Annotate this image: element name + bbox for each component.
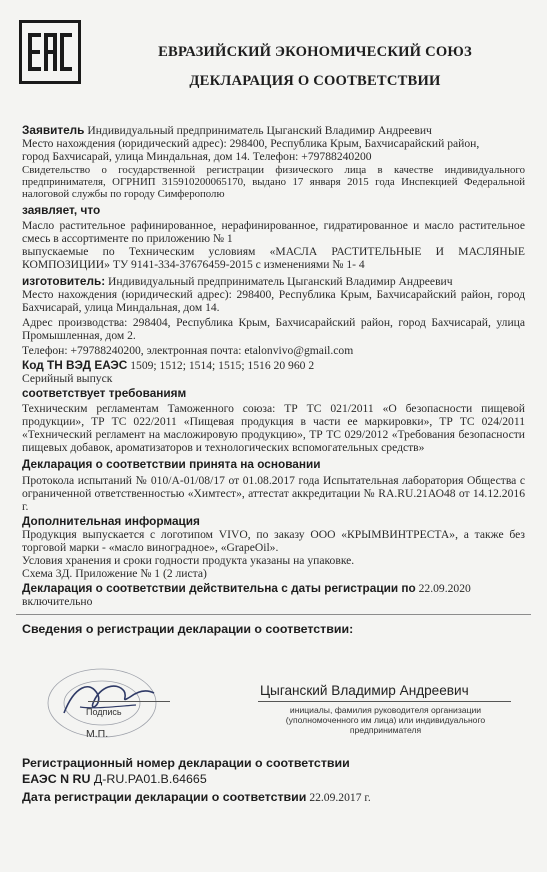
validity-date: 22.09.2020 — [418, 581, 471, 595]
signature-block — [22, 637, 525, 757]
eac-logo — [19, 20, 81, 84]
registration-number: Д-RU.PA01.B.64665 — [93, 771, 207, 786]
registration-number-prefix: ЕАЭС N RU — [22, 771, 91, 786]
manufacturer-name: Индивидуальный предприниматель Цыганский Владимир Андреевич — [108, 274, 453, 288]
declares-label: заявляет, что — [22, 202, 101, 217]
signer-name-line — [258, 701, 511, 702]
registration-date-label: Дата регистрации декларации о соответствии — [22, 789, 307, 804]
eac-mark-icon — [22, 23, 78, 81]
code-value: 1509; 1512; 1514; 1515; 1516 20 960 2 — [130, 359, 315, 373]
applicant-name: Индивидуальный предприниматель Цыганский Владимир Андреевич — [87, 124, 432, 137]
additional-label: Дополнительная информация — [22, 513, 200, 528]
registration-date: 22.09.2017 г. — [309, 790, 371, 804]
section-divider — [16, 614, 531, 615]
registration-number-label: Регистрационный номер декларации о соответствии — [22, 755, 350, 770]
product-description: Масло растительное рафинированное, нерафинированное, гидратированное и масло растительное смесь в ассортименте по приложению № 1 — [22, 219, 525, 245]
applicant-address-1: Место нахождения (юридический адрес): 298400, Республика Крым, Бахчисарайский район, — [22, 137, 480, 151]
validity-suffix: включительно — [22, 594, 93, 608]
signer-name: Цыганский Владимир Андреевич — [260, 682, 469, 698]
manufacturer-label: изготовитель: — [22, 273, 106, 288]
additional-text-3: Схема 3Д. Приложение № 1 (2 листа) — [22, 566, 207, 580]
product-specs: выпускаемые по Техническим условиям «МАСЛА РАСТИТЕЛЬНЫЕ И МАСЛЯНЫЕ КОМПОЗИЦИИ» ТУ 9141-334-37676459-2015 с изменениями № 1- 4 — [22, 244, 525, 271]
basis-label: Декларация о соответствии принята на основании — [22, 457, 321, 472]
manufacturer-line — [22, 275, 525, 288]
complies-text: Техническим регламентам Таможенного союза: ТР ТС 021/2011 «О безопасности пищевой продукции», ТР ТС 022/2011 «Пищевая продукция в части ее маркировки», ТР ТС 024/2011 «Технический регламент на масложировую продукцию», ТР ТС 029/2012 «Требования безопасности пищевых добавок, ароматизаторов и технологических вспомогательных средств» — [22, 402, 525, 455]
signature-caption: Подпись — [86, 706, 122, 717]
union-title: ЕВРАЗИЙСКИЙ ЭКОНОМИЧЕСКИЙ СОЮЗ — [158, 44, 472, 60]
registration-number-line — [22, 773, 525, 787]
manufacturer-address: Место нахождения (юридический адрес): 298400, Республика Крым, Бахчисарайский район, город Бахчисарай, улица Миндальная, дом 14. — [22, 288, 525, 315]
validity-label: Декларация о соответствии действительна с даты регистрации по — [22, 580, 416, 595]
applicant-address-2: город Бахчисарай, улица Миндальная, дом 14. Телефон: +79788240200 — [22, 150, 372, 164]
document-title: ДЕКЛАРАЦИЯ О СООТВЕТСТВИИ — [189, 73, 441, 89]
signature-line — [88, 701, 170, 702]
additional-text-1: Продукция выпускается с логотипом VIVO, по заказу ООО «КРЫМВИНТРЕСТА», а также без торговой марки - «масло виноградное», «GrapeOil». — [22, 527, 525, 554]
production-address: Адрес производства: 298404, Республика Крым, Бахчисарайский район, город Бахчисарай, улица Промышленная, дом 2. — [22, 316, 525, 343]
signer-caption-line-2: (уполномоченного им лица) или индивидуального предпринимателя — [285, 714, 486, 735]
signer-caption-line-1: инициалы, фамилия руководителя организации — [289, 704, 482, 715]
applicant-certificate: Свидетельство о государственной регистрации физического лица в качестве индивидуального предпринимателя, ОГРНИП 315910200065170, выдано 17 января 2015 года Инспекцией Федеральной налоговой службы по городу Симферополю — [22, 164, 525, 200]
validity-line — [22, 582, 525, 595]
additional-text-2: Условия хранения и сроки годности продукта указаны на упаковке. — [22, 553, 355, 567]
stamp-caption: М.П. — [86, 727, 109, 740]
code-label: Код ТН ВЭД ЕАЭС — [22, 358, 128, 373]
basis-text: Протокола испытаний № 010/А-01/08/17 от 01.08.2017 года Испытательная лаборатория Общества с ограниченной ответственностью «Химтест», аттестат аккредитации № RA.RU.21АО48 от 14.12.2016 г. — [22, 473, 525, 513]
applicant-label: Заявитель — [22, 123, 85, 137]
manufacturer-contacts: Телефон: +79788240200, электронная почта: etalonvivo@gmail.com — [22, 344, 354, 358]
complies-label: соответствует требованиям — [22, 386, 187, 401]
registration-info-label: Сведения о регистрации декларации о соответствии: — [22, 621, 354, 636]
signer-name-caption — [258, 706, 513, 736]
registration-date-line — [22, 791, 525, 805]
applicant-line — [22, 124, 525, 137]
declaration-body — [22, 124, 525, 804]
code-line — [22, 359, 525, 372]
serial-production: Серийный выпуск — [22, 372, 113, 386]
